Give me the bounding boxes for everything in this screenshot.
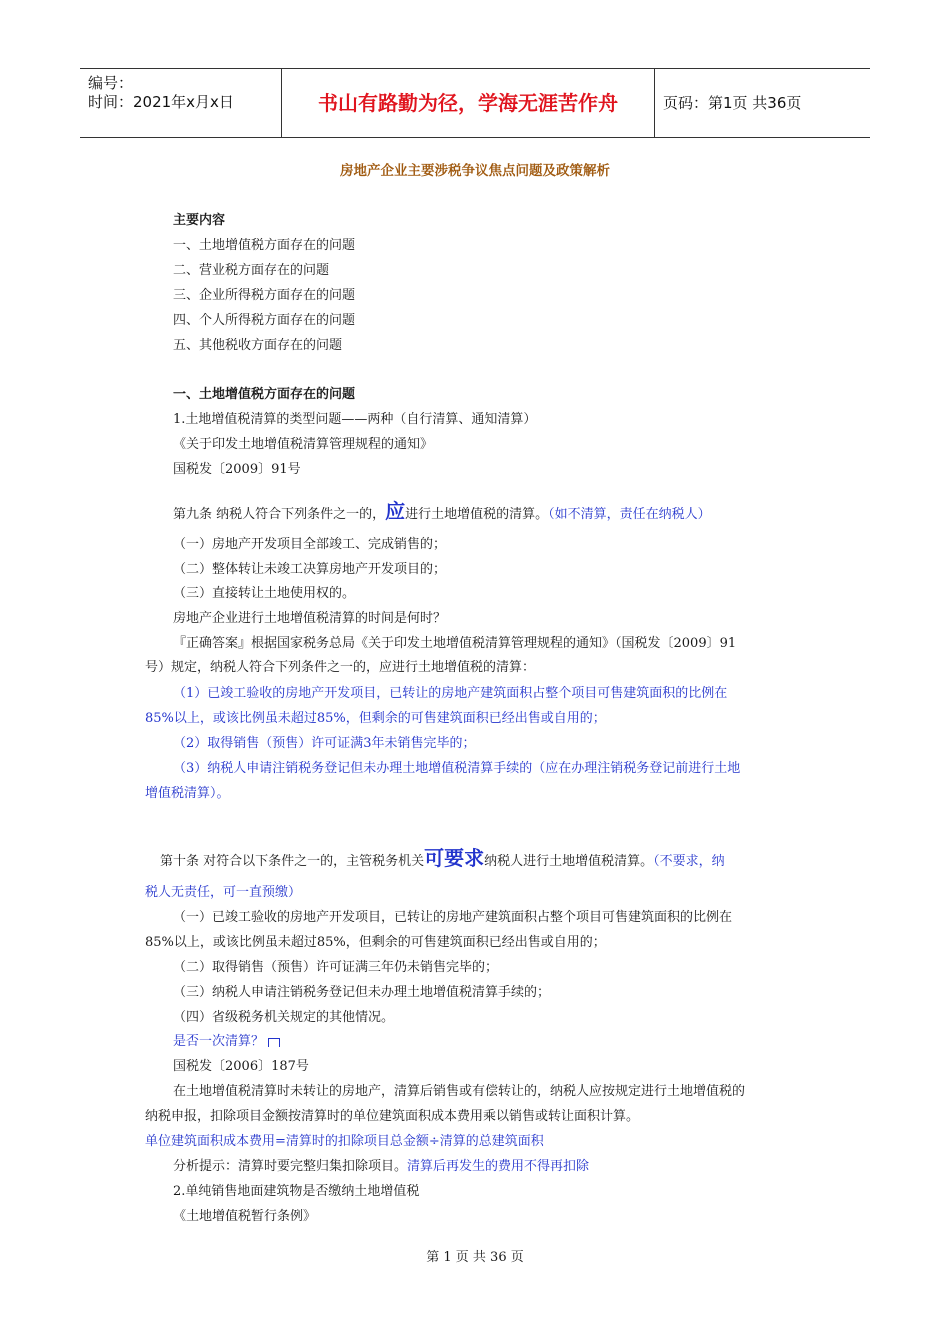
answer-line: 号）规定，纳税人符合下列条件之一的，应进行土地增值税的清算： (145, 660, 536, 675)
answer-item: （3）纳税人申请注销税务登记但未办理土地增值税清算手续的（应在办理注销税务登记前进行土地 (173, 761, 741, 776)
paragraph: 《关于印发土地增值税清算管理规程的通知》 (173, 437, 434, 452)
toc-item: 四、个人所得税方面存在的问题 (173, 313, 356, 328)
article-10 (160, 847, 725, 873)
article-10-text: 第十条 对符合以下条件之一的，主管税务机关 (160, 854, 425, 869)
article-10-text-end: 纳税人进行土地增值税清算。 (484, 854, 654, 869)
page-footer: 第 1 页 共 36 页 (426, 1250, 524, 1265)
answer-item: 增值税清算）。 (145, 786, 230, 801)
paragraph: 2.单纯销售地面建筑物是否缴纳土地增值税 (173, 1184, 420, 1199)
list-item: 85%以上，或该比例虽未超过85%，但剩余的可售建筑面积已经出售或自用的； (145, 935, 606, 950)
comment-marker-icon (268, 1038, 280, 1047)
emphasis-may-require: 可要求 (424, 846, 485, 870)
toc-heading: 主要内容 (173, 213, 226, 228)
number-label: 编号： (88, 74, 134, 92)
paragraph: 纳税申报，扣除项目金额按清算时的单位建筑面积成本费用乘以销售或转让面积计算。 (145, 1109, 640, 1124)
analysis-tip (173, 1158, 589, 1176)
toc-item: 三、企业所得税方面存在的问题 (173, 288, 356, 303)
answer-item: （1）已竣工验收的房地产开发项目，已转让的房地产建筑面积占整个项目可售建筑面积的比例在 (173, 686, 728, 701)
paragraph: 国税发〔2009〕91号 (173, 462, 301, 477)
header-motto: 书山有路勤为径，学海无涯苦作舟 (281, 69, 655, 137)
list-item: （三）直接转让土地使用权的。 (173, 586, 356, 601)
list-item: （一）已竣工验收的房地产开发项目，已转让的房地产建筑面积占整个项目可售建筑面积的比例在 (173, 910, 733, 925)
page-header (80, 68, 870, 138)
question-once (173, 1033, 280, 1051)
list-item: （一）房地产开发项目全部竣工、完成销售的； (173, 537, 447, 552)
reference: 国税发〔2006〕187号 (173, 1059, 309, 1074)
header-meta (80, 69, 280, 137)
list-item: （三）纳税人申请注销税务登记但未办理土地增值税清算手续的； (173, 985, 551, 1000)
section-heading: 一、土地增值税方面存在的问题 (173, 387, 356, 402)
answer-line: 『正确答案』根据国家税务总局《关于印发土地增值税清算管理规程的通知》（国税发〔2009〕91 (173, 636, 737, 651)
toc-item: 五、其他税收方面存在的问题 (173, 338, 343, 353)
question-once-text: 是否一次清算？ (173, 1034, 265, 1049)
paragraph: 在土地增值税清算时未转让的房地产，清算后销售或有偿转让的，纳税人应按规定进行土地增值税的 (173, 1084, 746, 1099)
emphasis-should: 应 (385, 499, 406, 523)
analysis-tip-text: 分析提示：清算时要完整归集扣除项目。 (173, 1159, 408, 1174)
answer-item: （2）取得销售（预售）许可证满3年未销售完毕的； (173, 736, 476, 751)
article-9-text-end: 进行土地增值税的清算。 (405, 507, 549, 522)
list-item: （二）取得销售（预售）许可证满三年仍未销售完毕的； (173, 960, 499, 975)
article-10-note-cont: 税人无责任，可一直预缴） (145, 885, 302, 900)
time-label: 时间：2021年x月x日 (88, 93, 234, 111)
article-9-text: 第九条 纳税人符合下列条件之一的， (173, 507, 386, 522)
list-item: （二）整体转让未竣工决算房地产开发项目的； (173, 562, 447, 577)
reference: 《土地增值税暂行条例》 (173, 1209, 317, 1224)
toc-item: 一、土地增值税方面存在的问题 (173, 238, 356, 253)
article-9 (173, 500, 711, 526)
doc-title: 房地产企业主要涉税争议焦点问题及政策解析 (340, 163, 610, 179)
answer-item: 85%以上，或该比例虽未超过85%，但剩余的可售建筑面积已经出售或自用的； (145, 711, 606, 726)
analysis-tip-highlight: 清算后再发生的费用不得再扣除 (407, 1159, 590, 1174)
list-item: （四）省级税务机关规定的其他情况。 (173, 1010, 395, 1025)
header-page-info: 页码：第1页 共36页 (663, 94, 802, 112)
article-9-note: （如不清算，责任在纳税人） (548, 507, 711, 522)
paragraph: 1.土地增值税清算的类型问题——两种（自行清算、通知清算） (173, 412, 537, 427)
question: 房地产企业进行土地增值税清算的时间是何时？ (173, 611, 447, 626)
formula: 单位建筑面积成本费用=清算时的扣除项目总金额÷清算的总建筑面积 (145, 1134, 544, 1149)
toc-item: 二、营业税方面存在的问题 (173, 263, 330, 278)
article-10-note: （不要求，纳 (653, 854, 725, 869)
